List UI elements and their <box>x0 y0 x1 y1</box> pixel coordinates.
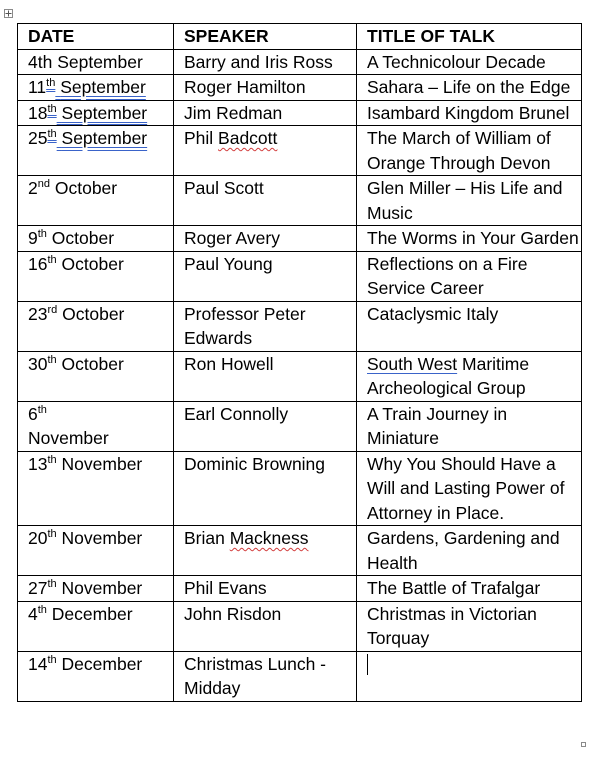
table-row <box>18 651 582 701</box>
date-cell[interactable]: 6th November <box>18 401 174 451</box>
title-cell[interactable]: The Worms in Your Garden <box>357 226 582 252</box>
text-cursor <box>367 654 368 675</box>
table-row <box>18 576 582 602</box>
speaker-cell[interactable]: Roger Avery <box>174 226 357 252</box>
talks-schedule-table <box>17 23 582 702</box>
date-cell[interactable]: 9th October <box>18 226 174 252</box>
speaker-cell[interactable]: Barry and Iris Ross <box>174 49 357 75</box>
title-cell[interactable]: Cataclysmic Italy <box>357 301 582 351</box>
date-cell[interactable]: 4th September <box>18 49 174 75</box>
grammar-flagged-phrase: South West <box>367 353 458 374</box>
title-cell[interactable]: Glen Miller – His Life and Music <box>357 176 582 226</box>
speaker-cell[interactable]: John Risdon <box>174 601 357 651</box>
date-header: DATE <box>18 24 174 50</box>
table-row <box>18 451 582 526</box>
table-row <box>18 126 582 176</box>
title-cell[interactable]: Gardens, Gardening and Health <box>357 526 582 576</box>
spellcheck-flagged-word: Mackness <box>229 528 309 548</box>
date-cell[interactable]: 27th November <box>18 576 174 602</box>
table-row <box>18 526 582 576</box>
date-cell[interactable]: 4th December <box>18 601 174 651</box>
table-row <box>18 401 582 451</box>
speaker-cell[interactable]: Brian Mackness <box>174 526 357 576</box>
table-row <box>18 251 582 301</box>
date-cell[interactable]: 23rd October <box>18 301 174 351</box>
speaker-cell[interactable]: Jim Redman <box>174 100 357 126</box>
title-cell[interactable]: Christmas in Victorian Torquay <box>357 601 582 651</box>
table-row <box>18 226 582 252</box>
date-cell[interactable]: 2nd October <box>18 176 174 226</box>
title-cell[interactable]: Isambard Kingdom Brunel <box>357 100 582 126</box>
title-cell[interactable]: Why You Should Have a Will and Lasting Power of Attorney in Place. <box>357 451 582 526</box>
title-cell[interactable]: Sahara – Life on the Edge <box>357 75 582 101</box>
table-row <box>18 75 582 101</box>
date-cell[interactable]: 11th September <box>18 75 174 101</box>
table-row <box>18 601 582 651</box>
title-cell[interactable]: The Battle of Trafalgar <box>357 576 582 602</box>
title-cell[interactable]: A Technicolour Decade <box>357 49 582 75</box>
table-row <box>18 176 582 226</box>
date-cell[interactable]: 30th October <box>18 351 174 401</box>
date-cell[interactable]: 20th November <box>18 526 174 576</box>
spellcheck-flagged-word: Badcott <box>218 128 278 148</box>
speaker-cell[interactable]: Paul Young <box>174 251 357 301</box>
speaker-header: SPEAKER <box>174 24 357 50</box>
title-cell[interactable]: Reflections on a Fire Service Career <box>357 251 582 301</box>
title-cell[interactable] <box>357 651 582 701</box>
title-header: TITLE OF TALK <box>357 24 582 50</box>
date-cell[interactable]: 16th October <box>18 251 174 301</box>
speaker-cell[interactable]: Phil Badcott <box>174 126 357 176</box>
table-row <box>18 100 582 126</box>
speaker-cell[interactable]: Christmas Lunch - Midday <box>174 651 357 701</box>
speaker-cell[interactable]: Earl Connolly <box>174 401 357 451</box>
speaker-cell[interactable]: Roger Hamilton <box>174 75 357 101</box>
date-cell[interactable]: 14th December <box>18 651 174 701</box>
speaker-cell[interactable]: Paul Scott <box>174 176 357 226</box>
table-resize-handle-icon[interactable] <box>581 742 586 747</box>
table-row <box>18 49 582 75</box>
table-move-handle-icon[interactable] <box>4 9 13 18</box>
title-cell[interactable]: The March of William of Orange Through Devon <box>357 126 582 176</box>
table-header-row <box>18 24 582 50</box>
date-cell[interactable]: 18th September <box>18 100 174 126</box>
title-cell[interactable]: A Train Journey in Miniature <box>357 401 582 451</box>
speaker-cell[interactable]: Ron Howell <box>174 351 357 401</box>
speaker-cell[interactable]: Phil Evans <box>174 576 357 602</box>
speaker-cell[interactable]: Dominic Browning <box>174 451 357 526</box>
table-row <box>18 351 582 401</box>
title-cell[interactable]: South West Maritime Archeological Group <box>357 351 582 401</box>
date-cell[interactable]: 13th November <box>18 451 174 526</box>
date-cell[interactable]: 25th September <box>18 126 174 176</box>
speaker-cell[interactable]: Professor Peter Edwards <box>174 301 357 351</box>
table-row <box>18 301 582 351</box>
